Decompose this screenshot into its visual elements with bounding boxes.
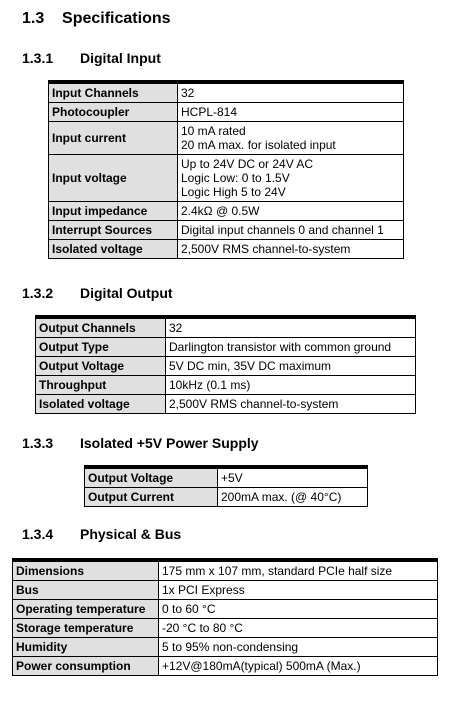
power-supply-table <box>84 465 368 507</box>
table-row <box>36 338 416 357</box>
section-heading-power-supply <box>22 435 259 451</box>
spec-label: Output Channels <box>36 317 166 338</box>
spec-label: Storage temperature <box>13 619 159 638</box>
section-number: 1.3.3 <box>22 435 54 451</box>
spec-value <box>178 82 404 103</box>
section-title: Isolated +5V Power Supply <box>80 435 259 451</box>
spec-value-line: 2,500V RMS channel-to-system <box>169 397 339 411</box>
heading-number: 1.3 <box>22 10 45 27</box>
spec-label: Input current <box>49 122 178 155</box>
table-row <box>36 395 416 414</box>
spec-label: Output Type <box>36 338 166 357</box>
section-title: Digital Input <box>80 50 161 66</box>
spec-value-line: 10kHz (0.1 ms) <box>169 378 251 392</box>
table-row <box>49 155 404 202</box>
spec-label: Humidity <box>13 638 159 657</box>
spec-label: Throughput <box>36 376 166 395</box>
spec-value-line: 32 <box>181 86 195 100</box>
table-row <box>49 221 404 240</box>
spec-label: Output Voltage <box>85 467 218 488</box>
table-row <box>13 638 438 657</box>
heading-title: Specifications <box>62 10 171 27</box>
spec-value-line: +12V@180mA(typical) 500mA (Max.) <box>162 659 361 673</box>
spec-value-line: Logic Low: 0 to 1.5V <box>181 171 290 185</box>
spec-value <box>159 619 438 638</box>
spec-value <box>178 240 404 259</box>
spec-value-line: +5V <box>221 471 243 485</box>
table-row <box>13 619 438 638</box>
digital-output-table <box>35 315 416 414</box>
spec-value <box>166 376 416 395</box>
spec-value <box>166 395 416 414</box>
spec-label: Power consumption <box>13 657 159 676</box>
spec-label: Output Voltage <box>36 357 166 376</box>
spec-value-line: Up to 24V DC or 24V AC <box>181 157 314 171</box>
spec-value <box>159 638 438 657</box>
spec-value <box>178 202 404 221</box>
spec-value <box>166 317 416 338</box>
table-row <box>13 581 438 600</box>
spec-value-line: HCPL-814 <box>181 105 238 119</box>
spec-label: Interrupt Sources <box>49 221 178 240</box>
spec-value-line: 10 mA rated <box>181 124 246 138</box>
section-heading-digital-input <box>22 50 161 66</box>
spec-value <box>178 155 404 202</box>
spec-value-line: 20 mA max. for isolated input <box>181 138 336 152</box>
spec-value-line: 2,500V RMS channel-to-system <box>181 242 351 256</box>
spec-value-line: Darlington transistor with common ground <box>169 340 392 354</box>
spec-value-line: Digital input channels 0 and channel 1 <box>181 223 384 237</box>
table-row <box>13 657 438 676</box>
section-number: 1.3.2 <box>22 285 54 301</box>
spec-value-line: -20 °C to 80 °C <box>162 621 243 635</box>
spec-label: Dimensions <box>13 560 159 581</box>
spec-value-line: 5 to 95% non-condensing <box>162 640 299 654</box>
table-row <box>49 202 404 221</box>
table-row <box>49 82 404 103</box>
spec-label: Operating temperature <box>13 600 159 619</box>
spec-label: Isolated voltage <box>36 395 166 414</box>
table-row <box>85 467 368 488</box>
section-title: Digital Output <box>80 285 173 301</box>
spec-value <box>159 581 438 600</box>
spec-value <box>166 357 416 376</box>
spec-label: Input Channels <box>49 82 178 103</box>
section-heading-physical-bus <box>22 526 181 542</box>
spec-label: Input voltage <box>49 155 178 202</box>
spec-label: Output Current <box>85 488 218 507</box>
spec-label: Bus <box>13 581 159 600</box>
spec-value-line: 1x PCI Express <box>162 583 245 597</box>
spec-value-line: 200mA max. (@ 40°C) <box>221 490 342 504</box>
spec-value <box>218 488 368 507</box>
digital-input-table <box>48 80 404 259</box>
spec-value-line: 175 mm x 107 mm, standard PCIe half size <box>162 564 393 578</box>
table-row <box>36 317 416 338</box>
spec-value <box>178 221 404 240</box>
spec-value-line: 0 to 60 °C <box>162 602 216 616</box>
spec-value-line: 5V DC min, 35V DC maximum <box>169 359 332 373</box>
spec-value-line: 32 <box>169 321 183 335</box>
spec-value-line: 2.4kΩ @ 0.5W <box>181 204 260 218</box>
spec-value <box>166 338 416 357</box>
table-row <box>36 357 416 376</box>
spec-value-line: Logic High 5 to 24V <box>181 185 286 199</box>
spec-label: Input impedance <box>49 202 178 221</box>
spec-value <box>178 103 404 122</box>
spec-value <box>218 467 368 488</box>
table-row <box>49 240 404 259</box>
spec-value <box>159 560 438 581</box>
section-heading-digital-output <box>22 285 173 301</box>
table-row <box>49 103 404 122</box>
spec-value <box>178 122 404 155</box>
section-number: 1.3.1 <box>22 50 54 66</box>
section-number: 1.3.4 <box>22 526 54 542</box>
page-heading <box>22 10 171 28</box>
table-row <box>85 488 368 507</box>
table-row <box>36 376 416 395</box>
table-row <box>49 122 404 155</box>
table-row <box>13 600 438 619</box>
physical-bus-table <box>12 558 438 676</box>
spec-value <box>159 600 438 619</box>
spec-label: Isolated voltage <box>49 240 178 259</box>
table-row <box>13 560 438 581</box>
spec-value <box>159 657 438 676</box>
spec-label: Photocoupler <box>49 103 178 122</box>
section-title: Physical & Bus <box>80 526 182 542</box>
